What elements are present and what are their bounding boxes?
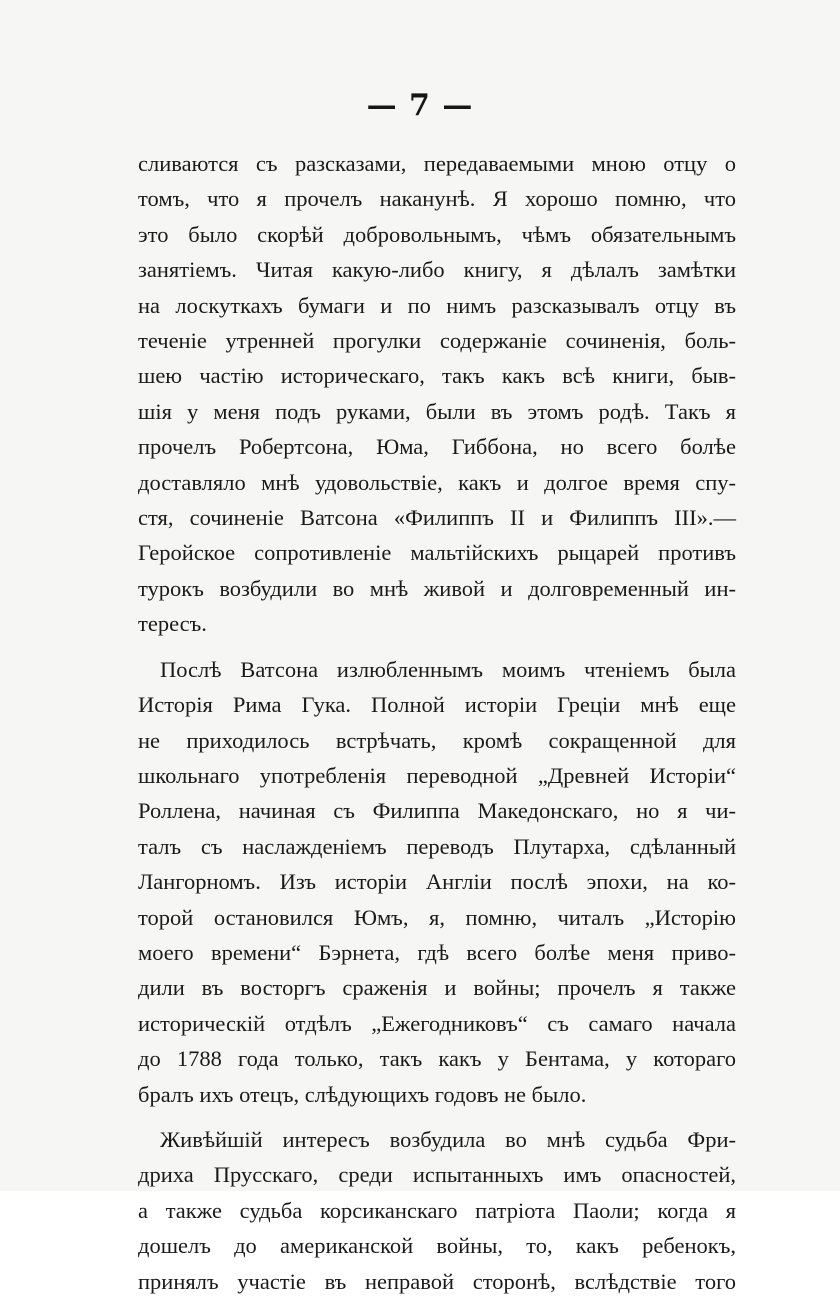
text-line: теченіе утренней прогулки содержаніе сочиненія, боль- (138, 328, 736, 354)
text-line: моего времени“ Бэрнета, гдѣ всего болѣе меня приво- (138, 939, 736, 965)
text-line: томъ, что я прочелъ наканунѣ. Я хорошо помню, что (138, 186, 736, 212)
text-line: торой остановился Юмъ, я, помню, читалъ „Исторію (138, 904, 736, 930)
text-line: принялъ участіе въ неправой сторонѣ, вслѣдствіе того (138, 1268, 736, 1294)
body-text (138, 146, 736, 1299)
text-line: а также судьба корсиканскаго патріота Паоли; когда я (138, 1197, 736, 1223)
text-line: шія у меня подъ руками, были въ этомъ родѣ. Такъ я (138, 398, 736, 424)
paragraph-2 (138, 652, 736, 1112)
text-line: доставляло мнѣ удовольствіе, какъ и долгое время спу- (138, 469, 736, 495)
text-line: до 1788 года только, такъ какъ у Бентама, у котораго (138, 1046, 736, 1072)
page-number: — 7 — (366, 88, 474, 123)
text-line: Роллена, начиная съ Филиппа Македонскаго, но я чи- (138, 798, 736, 824)
paragraph-3 (138, 1122, 736, 1299)
text-line: бралъ ихъ отецъ, слѣдующихъ годовъ не было. (138, 1081, 587, 1107)
text-line: Исторія Рима Гука. Полной исторіи Греціи мнѣ еще (138, 692, 736, 718)
text-line: дили въ восторгъ сраженія и войны; прочелъ я также (138, 975, 736, 1001)
text-line: талъ съ наслажденіемъ переводъ Плутарха, сдѣланный (138, 833, 736, 859)
text-line: турокъ возбудили во мнѣ живой и долговременный ин- (138, 575, 736, 601)
text-line: это было скорѣй добровольнымъ, чѣмъ обязательнымъ (138, 221, 736, 247)
text-line: Послѣ Ватсона излюбленнымъ моимъ чтеніемъ была (160, 656, 736, 682)
text-line: Лангорномъ. Изъ исторіи Англіи послѣ эпохи, на ко- (138, 869, 736, 895)
text-line: историческій отдѣлъ „Ежегодниковъ“ съ самаго начала (138, 1010, 736, 1036)
text-line: сливаются съ разсказами, передаваемыми мною отцу о (138, 151, 736, 176)
text-line: школьнаго употребленія переводной „Древней Исторіи“ (138, 762, 736, 788)
text-line: не приходилось встрѣчать, кромѣ сокращенной для (138, 727, 736, 753)
text-line: Живѣйшій интересъ возбудила во мнѣ судьба Фри- (160, 1126, 736, 1152)
text-line: тересъ. (138, 611, 207, 637)
text-line: стя, сочиненіе Ватсона «Филиппъ II и Филиппъ III».— (138, 505, 736, 531)
text-line: шею частію историческаго, такъ какъ всѣ книги, быв- (138, 363, 736, 389)
text-line: Геройское сопротивленіе мальтійскихъ рыцарей противъ (138, 540, 736, 566)
text-line: дошелъ до американской войны, то, какъ ребенокъ, (138, 1233, 736, 1259)
text-line: занятіемъ. Читая какую-либо книгу, я дѣлалъ замѣтки (138, 257, 736, 283)
text-line: дриха Прусскаго, среди испытанныхъ имъ опасностей, (138, 1162, 736, 1188)
paragraph-1 (138, 146, 736, 642)
text-line: на лоскуткахъ бумаги и по нимъ разсказывалъ отцу въ (138, 292, 736, 318)
text-line: прочелъ Робертсона, Юма, Гиббона, но всего болѣе (138, 434, 736, 460)
